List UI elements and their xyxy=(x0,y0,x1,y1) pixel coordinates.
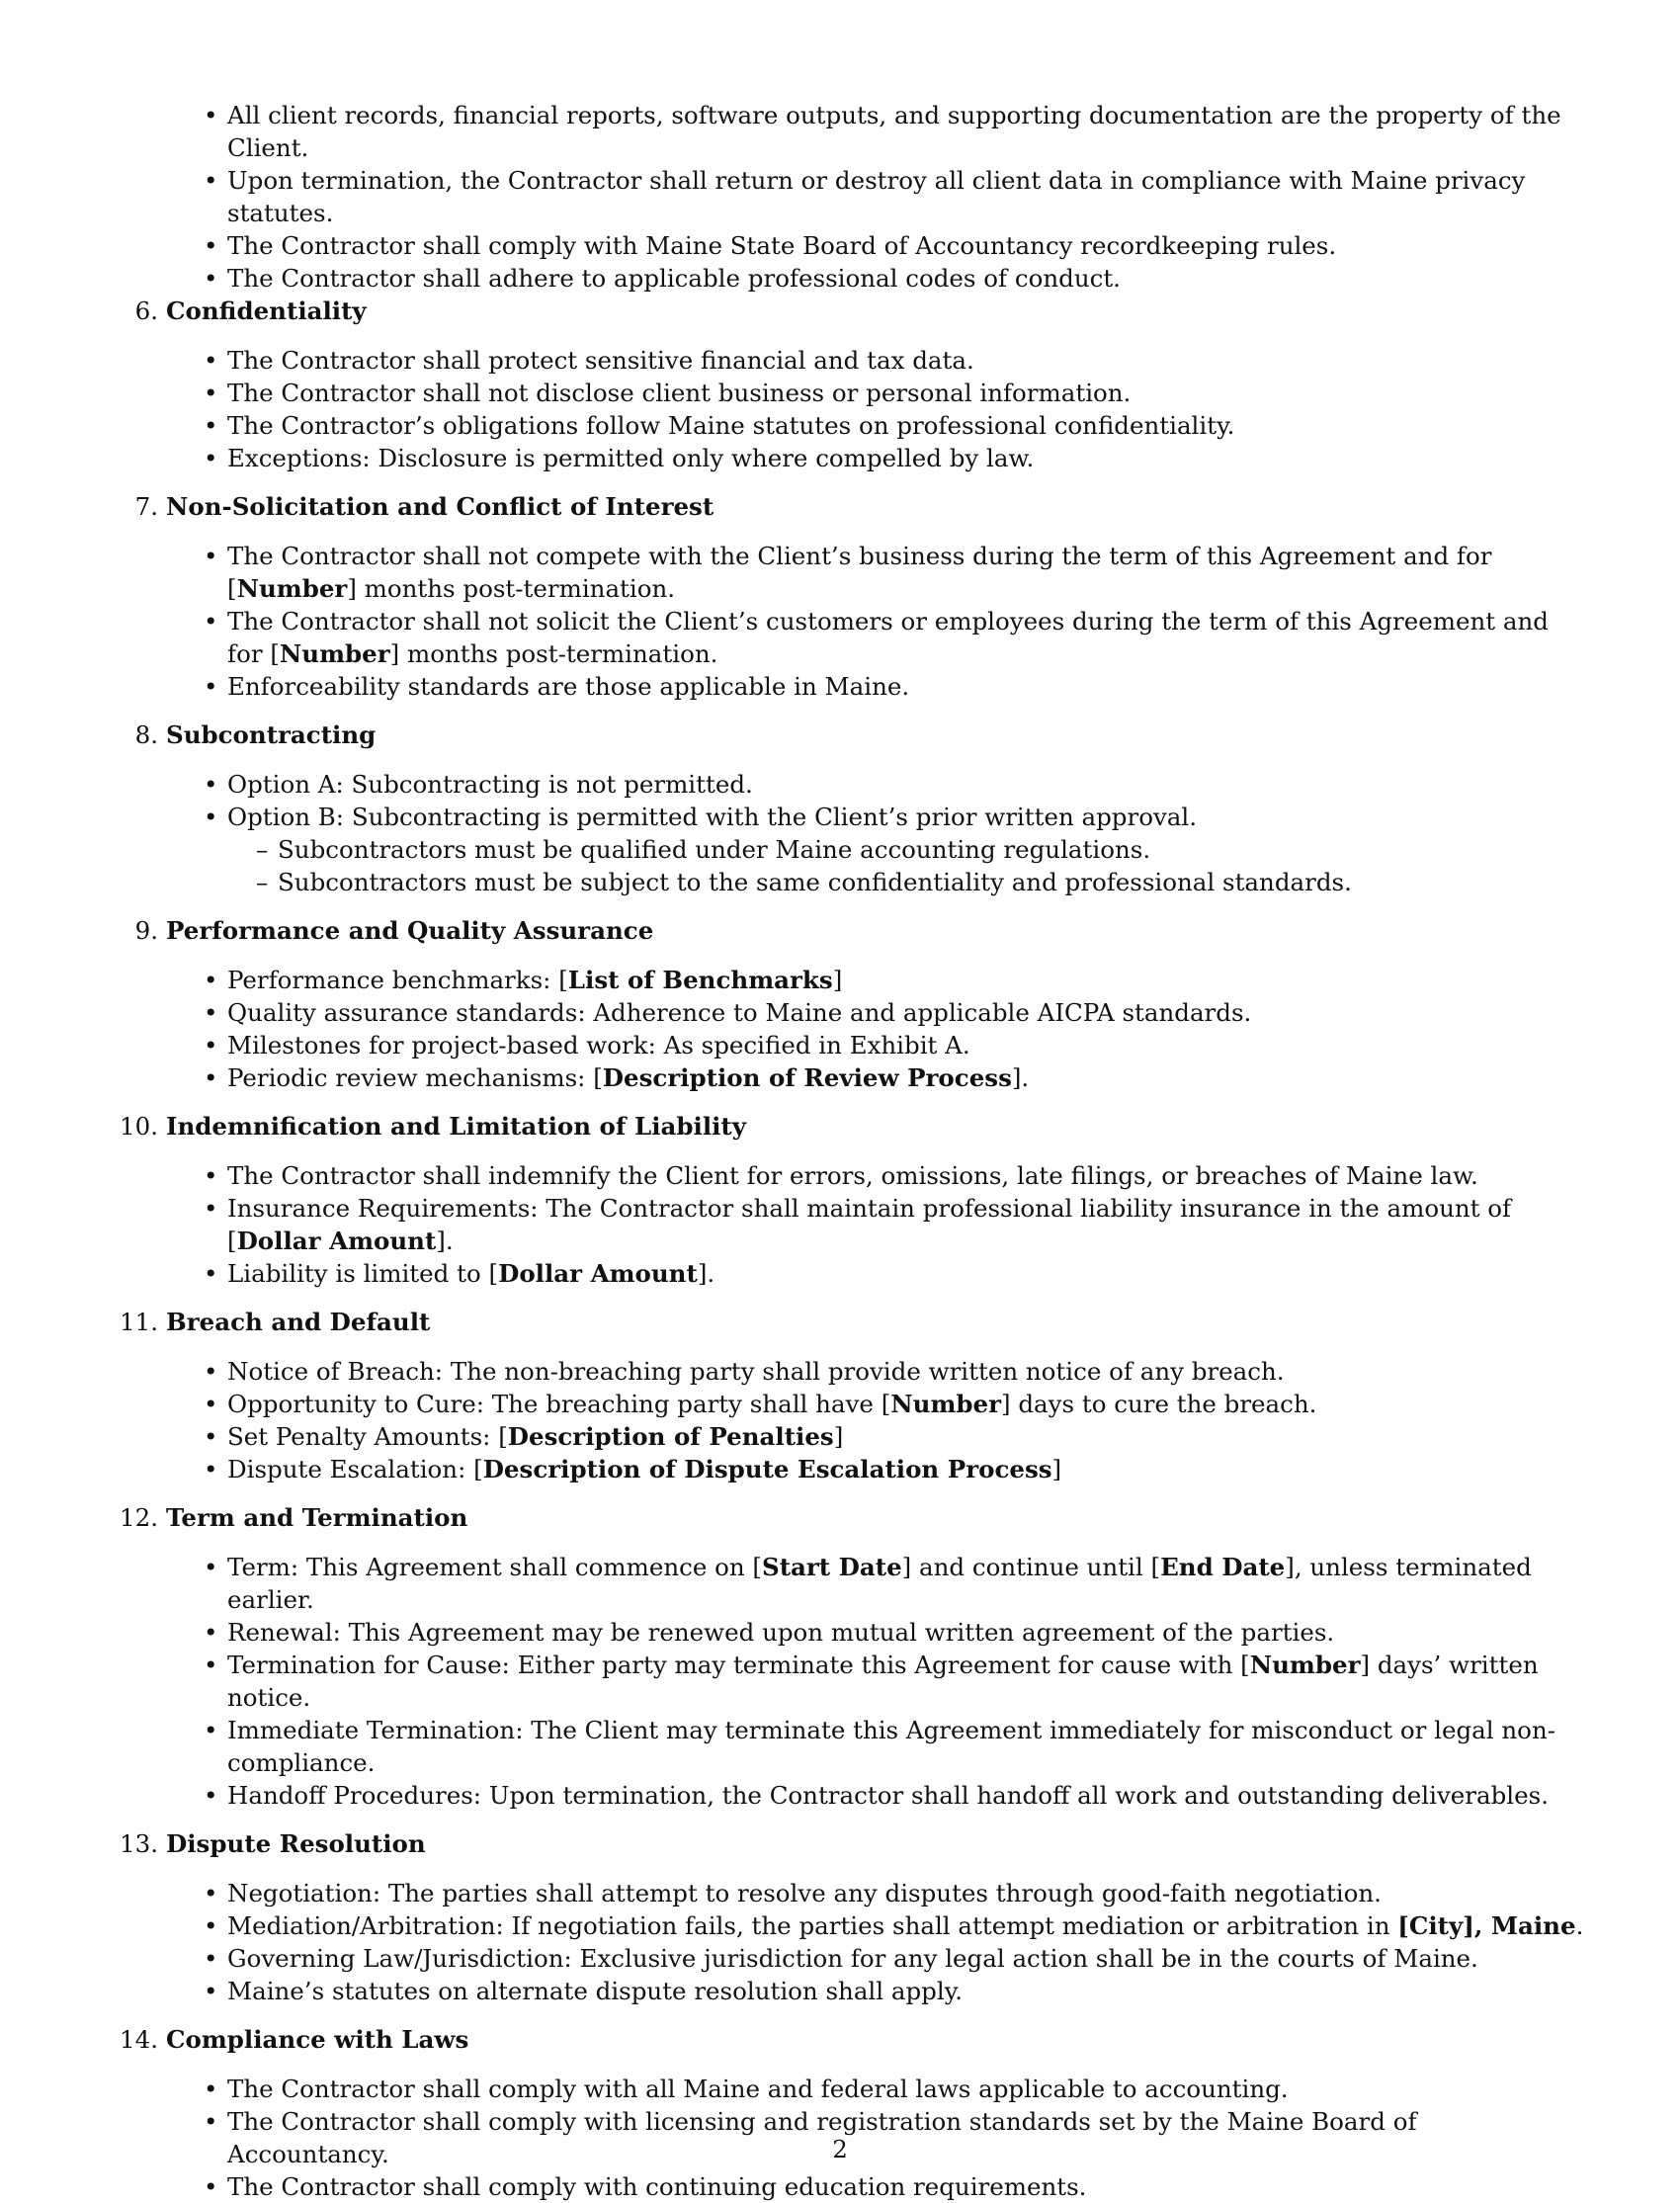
section-10 xyxy=(120,1110,1586,1290)
section-number: 14. xyxy=(120,2025,158,2054)
text-run: The Contractor’s obligations follow Maine statutes on professional confidentiality. xyxy=(227,411,1235,440)
placeholder-field: Description of Penalties xyxy=(507,1422,834,1451)
list-item xyxy=(227,1649,1586,1714)
sub-list xyxy=(227,833,1586,898)
section-title: Performance and Quality Assurance xyxy=(166,916,654,945)
text-run: ] xyxy=(833,1422,844,1451)
placeholder-field: End Date xyxy=(1160,1553,1286,1581)
text-run: ] xyxy=(1051,1455,1062,1483)
list-item xyxy=(227,1909,1586,1942)
list-item xyxy=(227,605,1586,670)
section-11 xyxy=(120,1306,1586,1485)
list-item xyxy=(227,1355,1586,1388)
section-bullet-list xyxy=(166,768,1586,898)
list-item xyxy=(227,99,1586,164)
text-run: ]. xyxy=(1011,1063,1030,1092)
section-bullet-list xyxy=(166,1355,1586,1485)
section-number: 10. xyxy=(120,1112,158,1141)
placeholder-field: Dollar Amount xyxy=(236,1227,437,1255)
sub-list-item: – Subcontractors must be qualified under Maine accounting regulations. xyxy=(278,833,1586,866)
list-item xyxy=(227,1779,1586,1812)
list-item xyxy=(227,1029,1586,1061)
placeholder-field: Number xyxy=(236,574,348,603)
section-9 xyxy=(134,914,1586,1094)
placeholder-field: Number xyxy=(890,1390,1002,1418)
section-title: Non-Solicitation and Conflict of Interest xyxy=(166,492,714,521)
text-run: Enforceability standards are those applicable in Maine. xyxy=(227,672,910,701)
text-run: Set Penalty Amounts: [ xyxy=(227,1422,508,1451)
placeholder-field: Dollar Amount xyxy=(498,1259,698,1288)
text-run: ] and continue until [ xyxy=(901,1553,1161,1581)
text-run: Handoff Procedures: Upon termination, the Contractor shall handoff all work and outstanding deliverables. xyxy=(227,1781,1549,1810)
section-number: 13. xyxy=(120,1829,158,1858)
text-run: Periodic review mechanisms: [ xyxy=(227,1063,603,1092)
section-title: Compliance with Laws xyxy=(166,2025,469,2054)
list-item xyxy=(227,1061,1586,1094)
text-run: The Contractor shall comply with continuing education requirements. xyxy=(227,2172,1087,2201)
placeholder-field: Description of Review Process xyxy=(602,1063,1012,1092)
text-run: Term: This Agreement shall commence on [ xyxy=(227,1553,762,1581)
section-title: Breach and Default xyxy=(166,1308,431,1336)
section-title: Confidentiality xyxy=(166,297,367,325)
text-run: ] days to cure the breach. xyxy=(1001,1390,1317,1418)
section-5-continued-list xyxy=(166,99,1586,295)
text-run: Notice of Breach: The non-breaching party shall provide written notice of any breach. xyxy=(227,1357,1285,1386)
text-run: Exceptions: Disclosure is permitted only where compelled by law. xyxy=(227,444,1035,472)
list-item xyxy=(227,1877,1586,1909)
list-item xyxy=(227,344,1586,377)
text-run: Performance benchmarks: [ xyxy=(227,966,568,994)
text-run: Negotiation: The parties shall attempt to resolve any disputes through good-faith negotiation. xyxy=(227,1879,1382,1907)
text-run: The Contractor shall not disclose client business or personal information. xyxy=(227,379,1132,407)
text-run: Milestones for project-based work: As specified in Exhibit A. xyxy=(227,1031,970,1059)
section-number: 8. xyxy=(134,720,158,749)
list-item xyxy=(227,768,1586,801)
text-run: The Contractor shall comply with licensing and registration standards set by the Maine Board of Accountancy. xyxy=(227,2107,1417,2168)
section-number: 11. xyxy=(120,1308,158,1336)
placeholder-field: List of Benchmarks xyxy=(567,966,833,994)
list-item xyxy=(227,964,1586,996)
list-item xyxy=(227,670,1586,703)
text-run: Renewal: This Agreement may be renewed upon mutual written agreement of the parties. xyxy=(227,1618,1335,1647)
text-run: Mediation/Arbitration: If negotiation fails, the parties shall attempt mediation or arbitration in xyxy=(227,1911,1398,1940)
text-run: Quality assurance standards: Adherence to Maine and applicable AICPA standards. xyxy=(227,998,1252,1027)
text-run: Liability is limited to [ xyxy=(227,1259,499,1288)
text-run: ] xyxy=(832,966,843,994)
text-run: ]. xyxy=(436,1227,454,1255)
list-item xyxy=(227,377,1586,409)
list-item xyxy=(227,1159,1586,1192)
text-run: All client records, financial reports, software outputs, and supporting documentation are the property of the Client. xyxy=(227,101,1561,162)
list-item xyxy=(227,1616,1586,1649)
section-number: 7. xyxy=(134,492,158,521)
list-item xyxy=(227,1388,1586,1420)
text-run: The Contractor shall protect sensitive financial and tax data. xyxy=(227,346,974,375)
section-title: Indemnification and Limitation of Liability xyxy=(166,1112,746,1141)
placeholder-field: Number xyxy=(1249,1651,1361,1679)
text-run: Option A: Subcontracting is not permitted. xyxy=(227,770,753,799)
list-item xyxy=(227,996,1586,1029)
sub-list-item: – Subcontractors must be subject to the same confidentiality and professional standards. xyxy=(278,866,1586,898)
section-bullet-list xyxy=(166,344,1586,474)
placeholder-field: [City], Maine xyxy=(1397,1911,1576,1940)
section-bullet-list xyxy=(166,1877,1586,2007)
list-item xyxy=(227,2073,1586,2105)
text-run: The Contractor shall comply with Maine State Board of Accountancy recordkeeping rules. xyxy=(227,231,1337,260)
text-run: The Contractor shall indemnify the Client for errors, omissions, late filings, or breaches of Maine law. xyxy=(227,1161,1478,1190)
placeholder-field: Description of Dispute Escalation Process xyxy=(482,1455,1052,1483)
section-bullet-list xyxy=(166,540,1586,703)
text-run: ], unless terminated earlier. xyxy=(227,1553,1532,1614)
list-item xyxy=(227,1257,1586,1290)
list-item xyxy=(227,262,1586,295)
list-item xyxy=(227,1192,1586,1257)
text-run: Insurance Requirements: The Contractor shall maintain professional liability insurance in the amount of [ xyxy=(227,1194,1512,1255)
page-number: 2 xyxy=(832,2135,848,2163)
section-14 xyxy=(120,2023,1586,2203)
list-item xyxy=(227,1453,1586,1485)
text-run: ] months post-termination. xyxy=(347,574,676,603)
list-item xyxy=(227,229,1586,262)
text-run: Opportunity to Cure: The breaching party shall have [ xyxy=(227,1390,891,1418)
section-bullet-list xyxy=(166,964,1586,1094)
text-run: The Contractor shall not solicit the Client’s customers or employees during the term of this Agreement and for [ xyxy=(227,607,1549,668)
list-item xyxy=(227,164,1586,229)
text-run: Dispute Escalation: [ xyxy=(227,1455,483,1483)
document-page xyxy=(120,99,1586,2203)
text-run: Termination for Cause: Either party may terminate this Agreement for cause with [ xyxy=(227,1651,1250,1679)
section-bullet-list xyxy=(166,1159,1586,1290)
section-number: 9. xyxy=(134,916,158,945)
text-run: Maine’s statutes on alternate dispute resolution shall apply. xyxy=(227,1977,964,2005)
section-13 xyxy=(120,1827,1586,2007)
text-run: The Contractor shall comply with all Maine and federal laws applicable to accounting. xyxy=(227,2075,1289,2103)
section-7 xyxy=(134,490,1586,703)
list-item xyxy=(227,1551,1586,1616)
placeholder-field: Start Date xyxy=(762,1553,902,1581)
text-run: The Contractor shall not compete with the Client’s business during the term of this Agreement and for [ xyxy=(227,542,1492,603)
text-run: Immediate Termination: The Client may terminate this Agreement immediately for misconduct or legal non-compliance. xyxy=(227,1716,1555,1777)
section-12 xyxy=(120,1501,1586,1812)
list-item xyxy=(227,409,1586,442)
section-title: Subcontracting xyxy=(166,720,377,749)
text-run: Option B: Subcontracting is permitted with the Client’s prior written approval. xyxy=(227,803,1198,831)
list-item xyxy=(227,1942,1586,1975)
section-bullet-list xyxy=(166,1551,1586,1812)
list-item xyxy=(227,2170,1586,2203)
text-run: Governing Law/Jurisdiction: Exclusive jurisdiction for any legal action shall be in the courts of Maine. xyxy=(227,1944,1478,1973)
section-number: 6. xyxy=(134,297,158,325)
text-run: The Contractor shall adhere to applicable professional codes of conduct. xyxy=(227,264,1121,293)
list-item xyxy=(227,1714,1586,1779)
list-item xyxy=(227,801,1586,898)
placeholder-field: Number xyxy=(279,639,390,668)
list-item xyxy=(227,540,1586,605)
text-run: Upon termination, the Contractor shall return or destroy all client data in compliance with Maine privacy statutes. xyxy=(227,166,1526,227)
section-title: Term and Termination xyxy=(166,1503,468,1532)
section-6 xyxy=(134,295,1586,474)
text-run: ] days’ written notice. xyxy=(227,1651,1539,1712)
text-run: ] months post-termination. xyxy=(389,639,718,668)
section-title: Dispute Resolution xyxy=(166,1829,426,1858)
text-run: ]. xyxy=(697,1259,715,1288)
list-item xyxy=(227,442,1586,474)
text-run: . xyxy=(1575,1911,1584,1940)
section-8 xyxy=(134,719,1586,898)
sections-container xyxy=(120,295,1586,2203)
list-item xyxy=(227,1420,1586,1453)
list-item xyxy=(227,1975,1586,2007)
section-number: 12. xyxy=(120,1503,158,1532)
